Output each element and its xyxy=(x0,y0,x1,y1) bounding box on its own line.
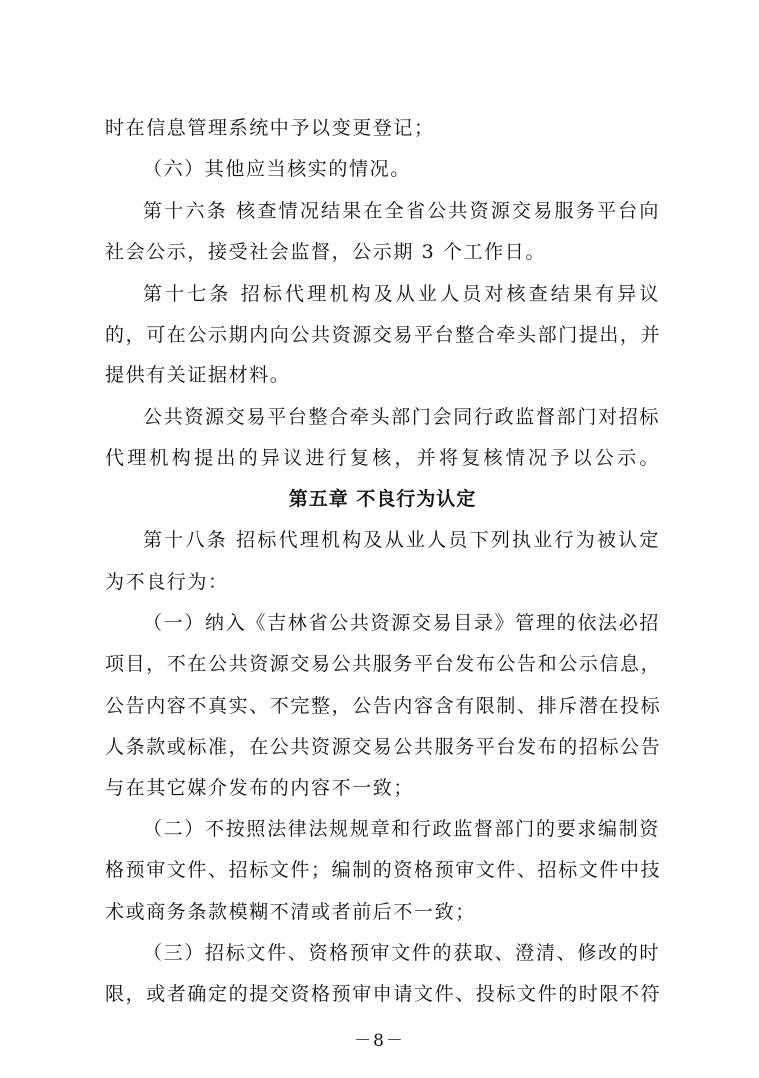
text-line: 限，或者确定的提交资格预审申请文件、投标文件的时限不符 xyxy=(105,983,662,1005)
text-line: 的，可在公示期内向公共资源交易平台整合牵头部门提出，并 xyxy=(105,324,662,346)
text-line: 公告内容不真实、不完整，公告内容含有限制、排斥潜在投标 xyxy=(105,695,662,717)
text-line: 人条款或标准，在公共资源交易公共服务平台发布的招标公告 xyxy=(105,736,662,758)
chapter-heading: 第五章 不良行为认定 xyxy=(288,488,477,510)
text-line: 与在其它媒介发布的内容不一致； xyxy=(105,777,415,799)
list-item-2-line: （二）不按照法律法规规章和行政监督部门的要求编制资 xyxy=(143,818,660,840)
text-line: 社会公示，接受社会监督，公示期 3 个工作日。 xyxy=(105,241,546,263)
text-line: （六）其他应当核实的情况。 xyxy=(143,158,411,180)
text-line: 公共资源交易平台整合牵头部门会同行政监督部门对招标 xyxy=(143,406,660,428)
article-16-line: 第十六条 核查情况结果在全省公共资源交易服务平台向 xyxy=(143,200,660,222)
text-line: 术或商务条款模糊不清或者前后不一致； xyxy=(105,901,476,923)
article-18-line: 第十八条 招标代理机构及从业人员下列执业行为被认定 xyxy=(143,529,660,551)
text-line: 为不良行为： xyxy=(105,571,229,593)
text-line: 代理机构提出的异议进行复核，并将复核情况予以公示。 xyxy=(105,447,660,469)
article-17-line: 第十七条 招标代理机构及从业人员对核查结果有异议 xyxy=(143,283,660,305)
page-number: －8－ xyxy=(354,1031,405,1051)
text-line: 项目，不在公共资源交易公共服务平台发布公告和公示信息， xyxy=(105,653,662,675)
list-item-1-line: （一）纳入《吉林省公共资源交易目录》管理的依法必招 xyxy=(143,612,660,634)
text-line: 提供有关证据材料。 xyxy=(105,364,291,386)
text-line: 格预审文件、招标文件；编制的资格预审文件、招标文件中技 xyxy=(105,859,662,881)
list-item-3-line: （三）招标文件、资格预审文件的获取、澄清、修改的时 xyxy=(143,942,660,964)
text-line: 时在信息管理系统中予以变更登记； xyxy=(105,117,435,139)
